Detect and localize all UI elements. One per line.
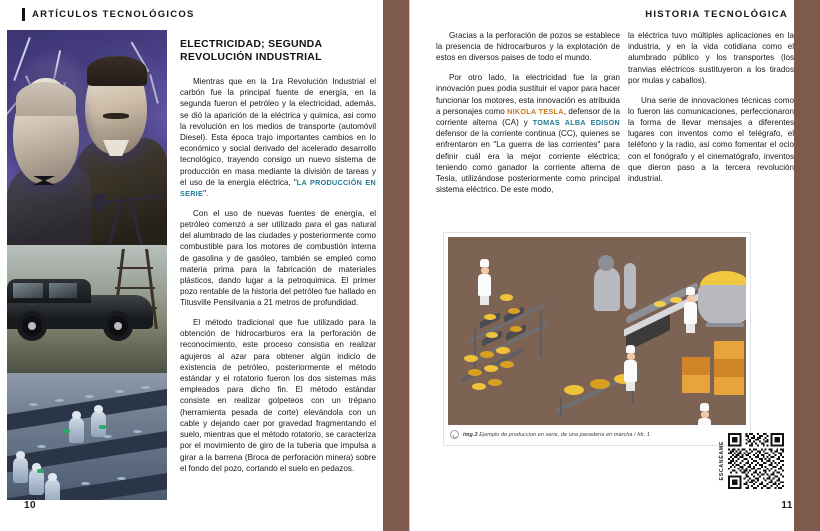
figure-bakery (443, 232, 751, 446)
paragraph-1 (180, 76, 376, 199)
chef-figure (684, 287, 697, 333)
chef-figure (698, 403, 711, 425)
chef-figure (624, 345, 637, 391)
header-left (22, 8, 195, 21)
image-check-icon (450, 430, 459, 439)
paragraph-3: El método tradicional que fue utilizado para la obtención de hidrocarburos era la perforación de reconocimiento, este proceso consistia en realizar agujeros al azar para obtener algún indicio de existencia de petróleo, posteriormente el método estándar y el rotatorio fueron los dos sistemas más empleados para dicho fin. El método estándar consiste en realizar golpeteos con un trépano (herramienta pesada de corte) elevándola con un cable y dejando caer por gravedad fragmentando el suelo, mientras que el método rotatorio, se caracteriza por el movimiento de giro de la tuberia que impulsa a girar a la barrena (Broca de perforación minera) sobre el fondo del pozo, cortando el suelo en pedazos. (180, 318, 376, 473)
highlight-nikola-tesla: NIKOLA TESLA (507, 106, 564, 116)
qr-label: ESCANÉAME (719, 441, 725, 481)
header-right-label: HISTORIA TECNOLÓGICA (645, 9, 788, 20)
chef-figure (478, 259, 491, 305)
paragraph-5-tail: defensor de la corriente continua (CC), quienes se enfrentaron en "La guerra de las corrientes" para definir cuál era la mejor corriente eléctrica; teniendo como ganador la corriente alterna de Tesla, utilizándose posteriormente como principal sistema eléctrico. De este modo, (436, 129, 620, 195)
qr-code-block[interactable] (719, 433, 784, 489)
photo-inventors-electricity (7, 30, 167, 245)
paragraph-4: Gracias a la perforación de pozos se establece la presencia de hidrocarburos y la explotación de estos en diversos paises de todo el mundo. (436, 31, 620, 63)
page-gutter (409, 0, 410, 531)
highlight-tomas-alba-edison: TOMAS ALBA EDISON (532, 117, 620, 127)
photo-collage (7, 30, 167, 500)
article-column-3 (628, 30, 794, 184)
paragraph-5 (436, 72, 620, 195)
vintage-car (7, 279, 153, 343)
figure-caption-text (463, 432, 650, 438)
page-number-right: 11 (781, 500, 793, 511)
paragraph-1-tail: ". (203, 189, 209, 199)
accent-bar-left (383, 0, 409, 531)
article-column-2 (436, 30, 620, 195)
paragraph-2: Con el uso de nuevas fuentes de energía, el petróleo comenzó a ser utilizado para el gas natural del alumbrado de las ciudades y posteriormente como combustible para los motores de combustión interna de gasolina y de gasóleo, también se empleó como materia prima para la fabricación de materiales plásticos, dando lugar a la petroquimica. El primer pozo rentable de la historia del petróleo fue hallado en Titusville Pensilvania a 21 metros de profundidad. (180, 208, 376, 308)
pumpjack-silhouette (91, 182, 167, 245)
accent-bar-right (794, 0, 820, 531)
paragraph-5-text: Por otro lado, la electricidad fue la gran innovación pues podia sustituir el vapor para hacer funcionar los motores, esta innovación es atribuida a personajes como (436, 73, 620, 116)
header-right (645, 8, 798, 21)
page-number-left: 10 (24, 500, 37, 511)
header-left-rule (22, 8, 25, 21)
paragraph-6: la eléctrica tuvo múltiples aplicaciones en la industria, y en la vida cotidiana como el alumbrado público y los transportes (los tranvias eléctricos sustituyeron a los tirados por mulas y caballos). (628, 31, 794, 85)
highlight-produccion-en-serie: LA PRODUCCIÓN EN SERIE (180, 177, 376, 199)
figure-caption (448, 425, 746, 439)
photo-assembly-line (7, 373, 167, 500)
article-column-1 (180, 38, 376, 474)
photo-vintage-car-oilfield (7, 245, 167, 373)
paragraph-1-text: Mientras que en la 1ra Revolución Industrial el carbón fue la principal fuente de energía, en la segunda fueron el petróleo y la electricidad, además, se dió la aparición de la eléctrica y quimica, asi como la revolución en los medios de transporte (automóvil Diesel). Esta época trajo importantes cambios en lo económico y social derivado del acelerado desarrollo tecnológico, trayendo consigo un nuevo sistema de producción en masa mediante la división de tareas y el uso de la energía eléctrica, " (180, 77, 376, 187)
qr-code-icon[interactable] (728, 433, 784, 489)
article-title: ELECTRICIDAD; SEGUNDA REVOLUCIÓN INDUSTRIAL (180, 38, 322, 63)
paragraph-7: Una serie de innovaciones técnicas como lo fueron las comunicaciones, perfeccionaron la forma de llevar mensajes a diferentes lugares con inventos como el telégrafo, el teléfono y la radio, asi como fomentar el ocio con el fonógrafo y el cinematógrafo, inventos que dieron paso a la tercera revolución industrial. (628, 95, 794, 183)
qr-code-svg (728, 433, 784, 489)
header-left-label: ARTÍCULOS TECNOLÓGICOS (32, 9, 195, 20)
paragraph-5-mid: , defensor de la corriente alterna (CA) y (436, 106, 621, 127)
figure-illustration (448, 237, 746, 425)
figure-caption-label: img.3 (463, 431, 478, 438)
figure-caption-body: Ejemplo de produccion en serie, de una panaderia en marcha / fdr. 1 (479, 431, 650, 438)
